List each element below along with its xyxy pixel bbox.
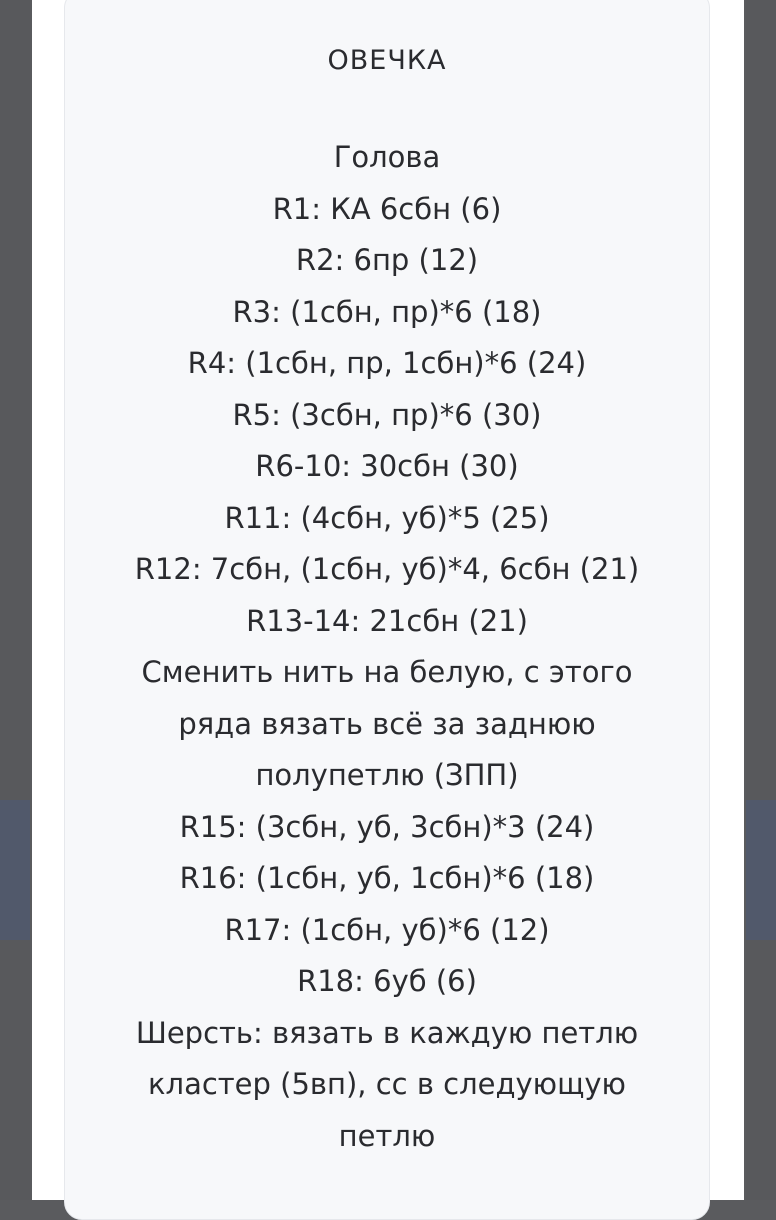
pattern-line: ряда вязать всё за заднюю bbox=[178, 706, 596, 741]
pattern-title: ОВЕЧКА bbox=[327, 45, 447, 76]
pattern-line: R4: (1сбн, пр, 1сбн)*6 (24) bbox=[187, 346, 587, 380]
pattern-line: R11: (4сбн, уб)*5 (25) bbox=[224, 500, 550, 535]
pattern-line: полупетлю (ЗПП) bbox=[255, 758, 519, 792]
pattern-line: кластер (5вп), сс в следующую bbox=[148, 1067, 626, 1101]
pattern-line: R18: 6уб (6) bbox=[297, 964, 477, 998]
pattern-line: петлю bbox=[338, 1118, 436, 1153]
right-backdrop bbox=[746, 0, 776, 1200]
section-heading: Голова bbox=[333, 140, 441, 174]
left-backdrop bbox=[0, 0, 30, 1200]
pattern-line: R12: 7сбн, (1сбн, уб)*4, 6сбн (21) bbox=[134, 552, 640, 586]
pattern-card bbox=[64, 0, 710, 1220]
pattern-line: R3: (1сбн, пр)*6 (18) bbox=[232, 294, 542, 329]
pattern-content bbox=[65, 0, 709, 1162]
pattern-line: R15: (3сбн, уб, 3сбн)*3 (24) bbox=[179, 809, 595, 844]
pattern-line: R17: (1сбн, уб)*6 (12) bbox=[224, 912, 550, 947]
page bbox=[32, 0, 744, 1200]
pattern-line: R2: 6пр (12) bbox=[295, 243, 479, 277]
pattern-line: R5: (3сбн, пр)*6 (30) bbox=[232, 397, 542, 432]
pattern-lines bbox=[65, 132, 709, 1162]
pattern-line: Сменить нить на белую, с этого bbox=[141, 655, 633, 689]
pattern-line: Шерсть: вязать в каждую петлю bbox=[135, 1015, 639, 1050]
pattern-line: R13-14: 21сбн (21) bbox=[246, 603, 528, 638]
pattern-line: R16: (1сбн, уб, 1сбн)*6 (18) bbox=[179, 861, 595, 895]
pattern-line: R1: КА 6сбн (6) bbox=[272, 191, 502, 226]
pattern-line: R6-10: 30сбн (30) bbox=[255, 449, 519, 483]
